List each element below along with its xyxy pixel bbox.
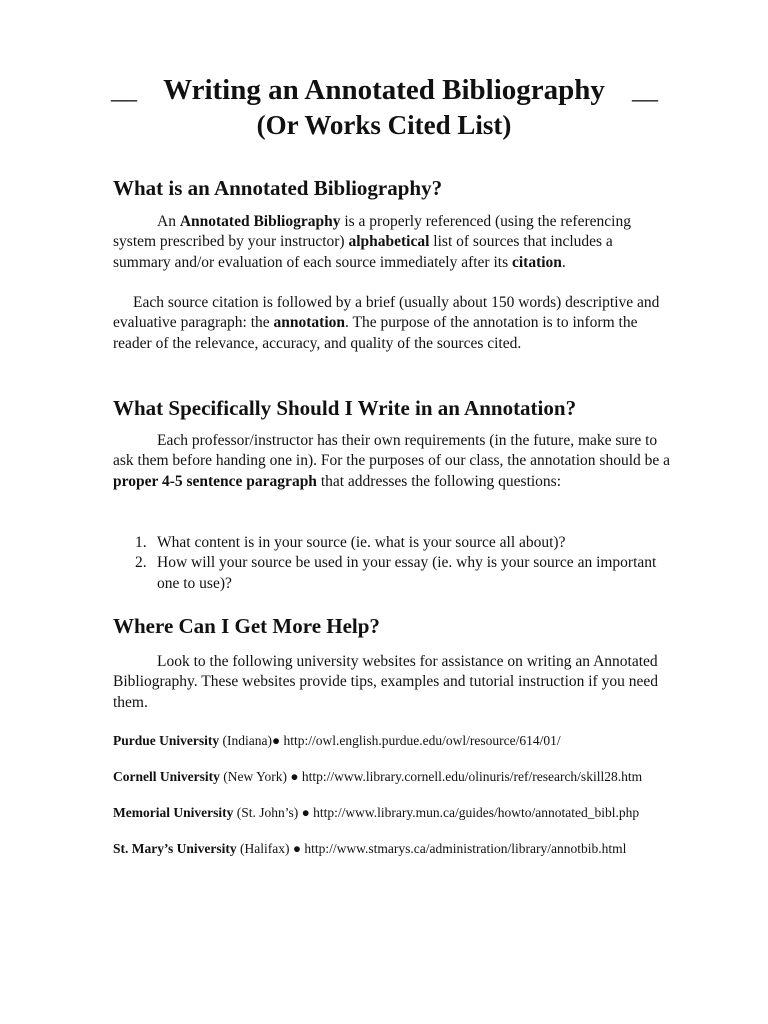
bullet-icon: ● — [292, 841, 301, 856]
paragraph-requirements — [113, 431, 673, 492]
document-title: Writing an Annotated Bibliography — [163, 74, 605, 106]
bold-term: Annotated Bibliography — [179, 213, 341, 230]
resource-url[interactable]: http://owl.english.purdue.edu/owl/resource/614/01/ — [280, 733, 561, 748]
list-number: 1. — [135, 534, 147, 551]
resource-row-cornell — [113, 768, 753, 786]
resource-url[interactable]: http://www.stmarys.ca/administration/library/annotbib.html — [301, 841, 627, 856]
list-item — [113, 553, 673, 594]
paragraph-annotation-purpose — [113, 293, 673, 354]
text-run: Look to the following university websites for assistance on writing an Annotated Bibliography. These websites provide tips, examples and tutorial instruction if you need them. — [113, 653, 658, 711]
university-name: Purdue University — [113, 733, 220, 748]
list-item — [113, 533, 673, 553]
text-run: list of sources that includes a summary and/or evaluation of each source immediately after its — [113, 233, 613, 271]
bullet-icon: ● — [301, 805, 310, 820]
university-location: (St. John’s) — [233, 805, 302, 820]
paragraph-help — [113, 652, 673, 713]
text-run: is a properly referenced (using the referencing system prescribed by your instructor) — [113, 213, 631, 251]
text-run: . The purpose of the annotation is to inform the reader of the relevance, accuracy, and quality of the sources cited. — [113, 314, 638, 352]
university-location: (New York) — [219, 769, 291, 784]
bold-term: citation — [511, 253, 562, 271]
list-item-text: How will your source be used in your essay (ie. why is your source an important one to use)? — [157, 554, 657, 592]
list-item-text: What content is in your source (ie. what is your source all about)? — [157, 534, 566, 551]
resource-url[interactable]: http://www.library.mun.ca/guides/howto/annotated_bibl.php — [309, 805, 640, 820]
text-run: that addresses the following questions: — [316, 472, 562, 490]
university-name: Cornell University — [113, 769, 220, 784]
bullet-icon: ● — [271, 733, 281, 748]
bold-term: alphabetical — [348, 233, 430, 251]
bullet-icon: ● — [290, 769, 299, 784]
university-location: (Halifax) — [236, 841, 293, 856]
title-underline-right: __ — [632, 75, 658, 104]
section-heading-more-help: Where Can I Get More Help? — [113, 614, 380, 638]
document-subtitle: (Or Works Cited List) — [256, 110, 512, 140]
resource-row-st-marys — [113, 840, 753, 858]
university-name: St. Mary’s University — [113, 841, 237, 856]
resource-url[interactable]: http://www.library.cornell.edu/olinuris/ref/research/skill28.htm — [298, 769, 643, 784]
questions-list — [113, 533, 673, 594]
bold-term: annotation — [273, 314, 346, 332]
resource-row-purdue — [113, 732, 753, 750]
title-underline-left: __ — [111, 75, 137, 104]
bold-term: proper 4-5 sentence paragraph — [113, 472, 317, 490]
text-run: Each professor/instructor has their own requirements (in the future, make sure to ask them before handing one in). For the purposes of our class, the annotation should be a — [113, 432, 671, 470]
list-number: 2. — [135, 554, 147, 572]
university-name: Memorial University — [113, 805, 234, 820]
section-heading-what-to-write: What Specifically Should I Write in an Annotation? — [113, 396, 577, 420]
university-location: (Indiana) — [219, 733, 272, 748]
text-run: An — [157, 213, 180, 230]
paragraph-definition — [113, 212, 673, 273]
section-heading-what-is: What is an Annotated Bibliography? — [113, 176, 443, 200]
resource-row-memorial — [113, 804, 753, 822]
text-run: . — [561, 253, 566, 271]
text-run: Each source citation is followed by a brief (usually about 150 words) descriptive and evaluative paragraph: the — [113, 294, 660, 332]
